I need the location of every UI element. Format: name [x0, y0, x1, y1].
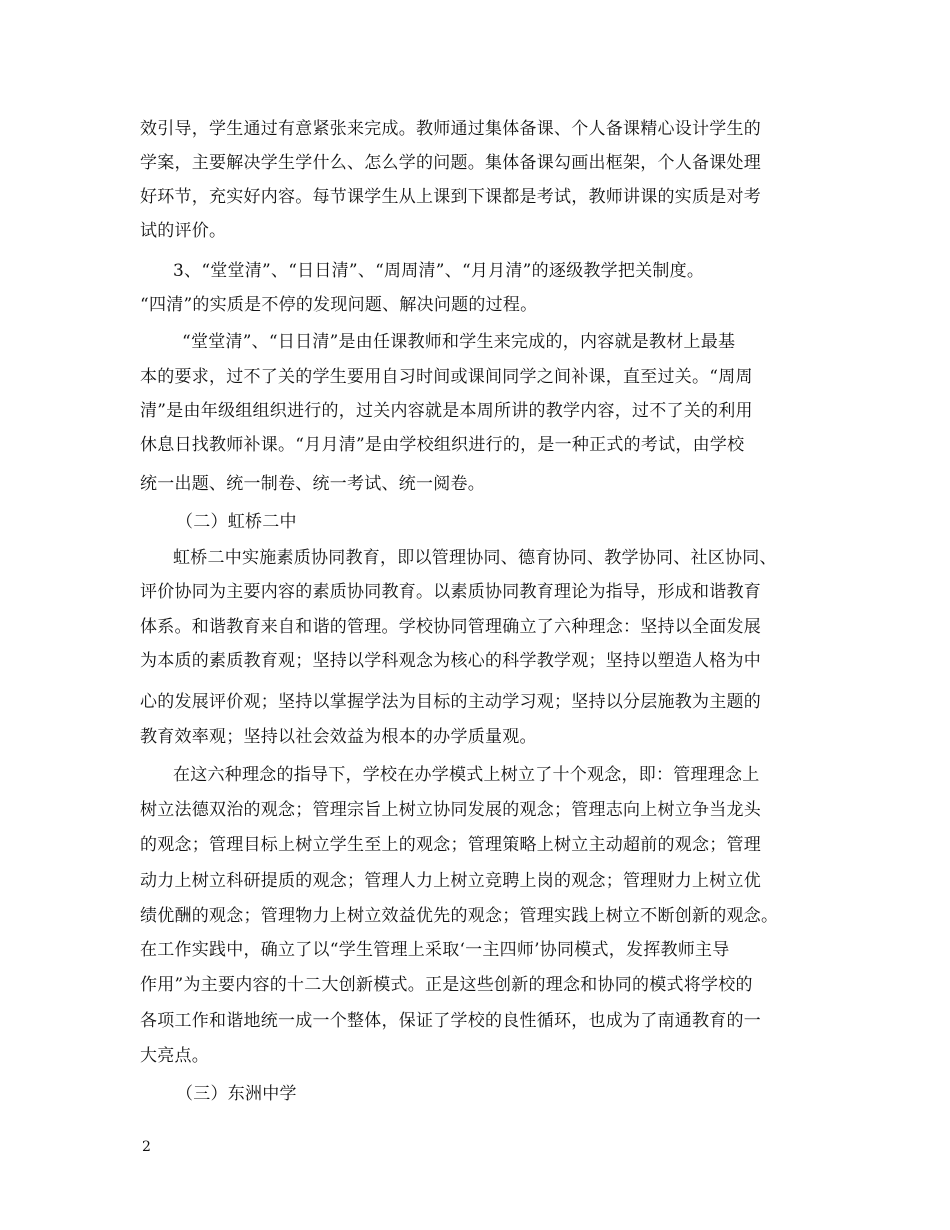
body-line: 动力上树立科研提质的观念；管理人力上树立竞聘上岗的观念；管理财力上树立优 — [140, 871, 761, 891]
body-line: 体系。和谐教育来自和谐的管理。学校协同管理确立了六种理念：坚持以全面发展 — [140, 617, 761, 637]
page-number: 2 — [142, 1139, 151, 1155]
body-line: 绩优酬的观念；管理物力上树立效益优先的观念；管理实践上树立不断创新的观念。 — [140, 906, 779, 926]
body-line: 评价协同为主要内容的素质协同教育。以素质协同教育理论为指导，形成和谐教育 — [140, 582, 761, 602]
body-line: 统一出题、统一制卷、统一考试、统一阅卷。 — [140, 474, 485, 494]
paragraph-first-line: 在这六种理念的指导下，学校在办学模式上树立了十个观念，即：管理理念上 — [173, 765, 760, 785]
body-line: 效引导，学生通过有意紧张来完成。教师通过集体备课、个人备课精心设计学生的 — [140, 119, 761, 139]
body-line: 学案，主要解决学生学什么、怎么学的问题。集体备课勾画出框架，个人备课处理 — [140, 153, 761, 173]
body-line: 教育效率观；坚持以社会效益为根本的办学质量观。 — [140, 727, 537, 747]
body-line: 大亮点。 — [140, 1046, 209, 1066]
body-line: 树立法德双治的观念；管理宗旨上树立协同发展的观念；管理志向上树立争当龙头 — [140, 800, 761, 820]
body-line: 好环节，充实好内容。每节课学生从上课到下课都是考试，教师讲课的实质是对考 — [140, 187, 761, 207]
body-line: 本的要求，过不了关的学生要用自习时间或课间同学之间补课，直至过关。“周周 — [140, 367, 753, 387]
body-line: 的观念；管理目标上树立学生至上的观念；管理策略上树立主动超前的观念；管理 — [140, 835, 761, 855]
body-line: “四清”的实质是不停的发现问题、解决问题的过程。 — [140, 295, 538, 315]
body-line: 清”是由年级组组织进行的，过关内容就是本周所讲的教学内容，过不了关的利用 — [140, 401, 753, 421]
paragraph-first-line: “堂堂清”、“日日清”是由任课教师和学生来完成的，内容就是教材上最基 — [182, 332, 736, 352]
body-line: 作用”为主要内容的十二大创新模式。正是这些创新的理念和协同的模式将学校的 — [140, 975, 753, 995]
body-line: 休息日找教师补课。“月月清”是由学校组织进行的，是一种正式的考试，由学校 — [140, 435, 745, 455]
paragraph-first-line: 虹桥二中实施素质协同教育，即以管理协同、德育协同、教学协同、社区协同、 — [173, 548, 777, 568]
body-line: 试的评价。 — [140, 221, 227, 241]
body-line: 心的发展评价观；坚持以掌握学法为目标的主动学习观；坚持以分层施教为主题的 — [140, 692, 761, 712]
section-heading-hongqiao: （二）虹桥二中 — [176, 512, 297, 532]
body-line: 为本质的素质教育观；坚持以学科观念为核心的科学教学观；坚持以塑造人格为中 — [140, 651, 761, 671]
body-line: 各项工作和谐地统一成一个整体，保证了学校的良性循环，也成为了南通教育的一 — [140, 1011, 761, 1031]
section-heading-dongzhou: （三）东洲中学 — [176, 1084, 297, 1104]
body-line: 在工作实践中，确立了以“学生管理上采取‘一主四师’协同模式，发挥教师主导 — [140, 940, 730, 960]
list-item-3-heading: 3、“堂堂清”、“日日清”、“周周清”、“月月清”的逐级教学把关制度。 — [173, 261, 705, 281]
